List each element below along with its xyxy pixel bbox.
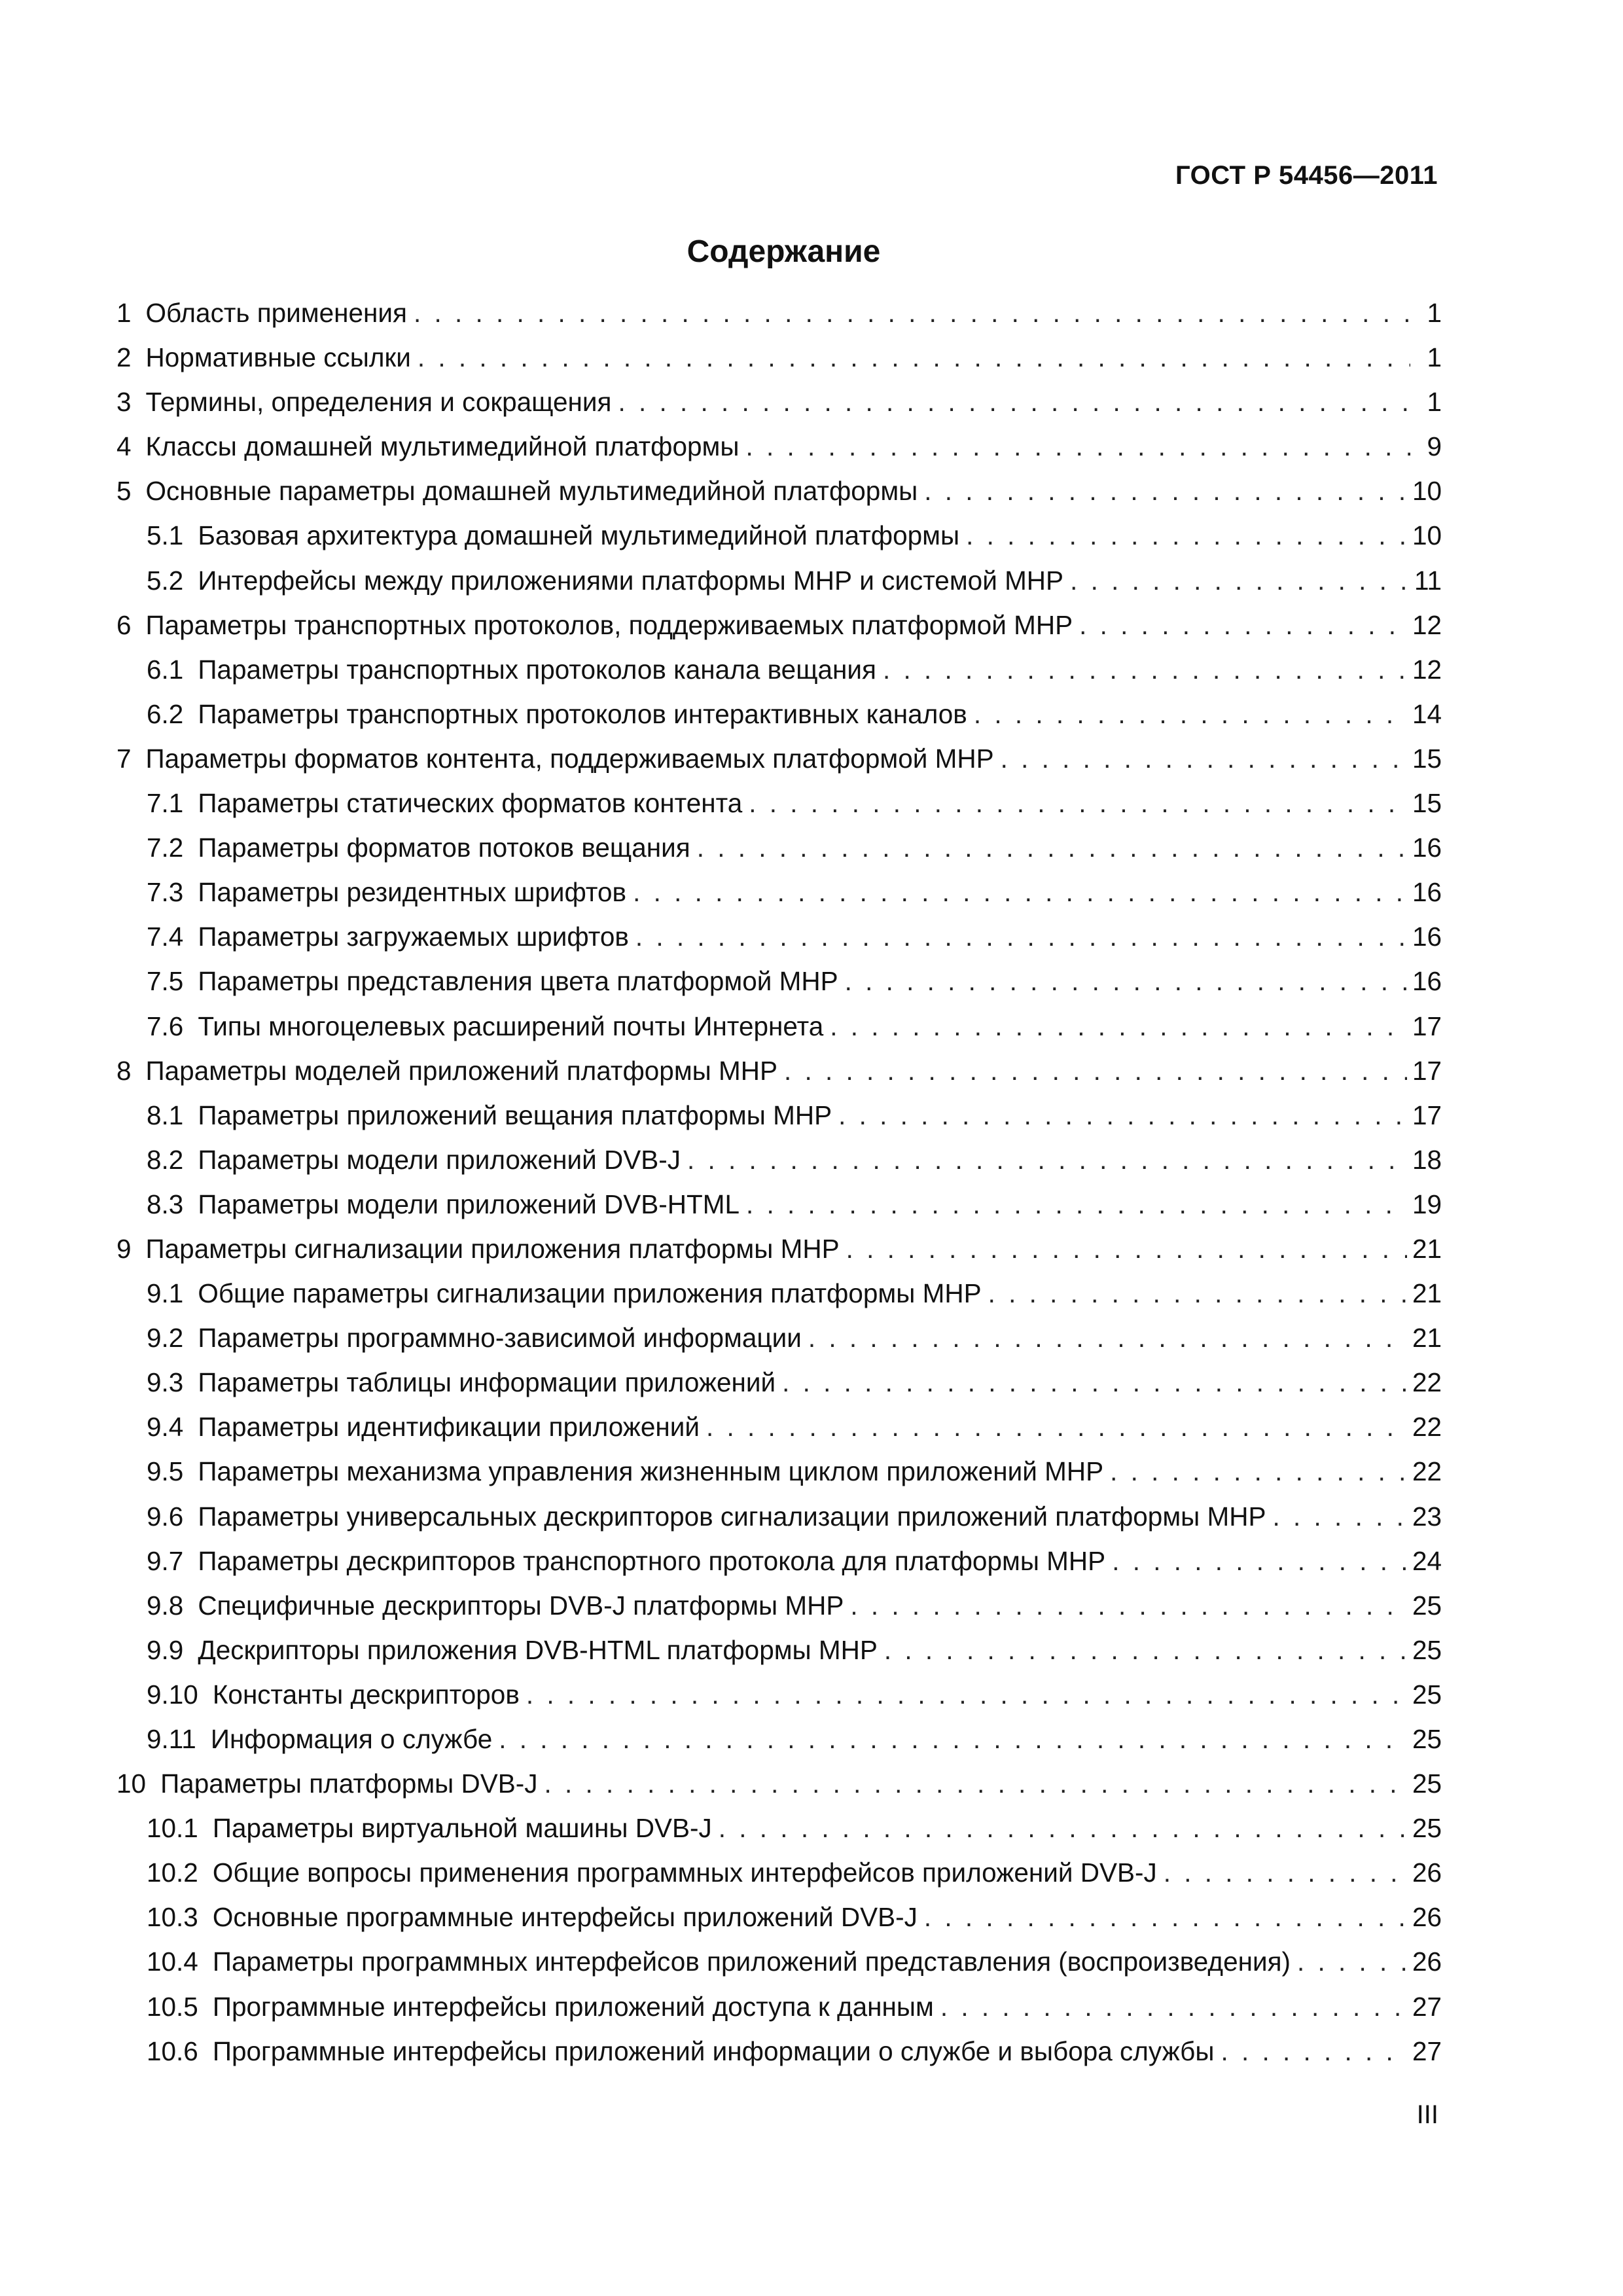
toc-entry-page: 27	[1412, 2036, 1442, 2066]
toc-entry-number: 9.10	[147, 1679, 198, 1710]
toc-entry[interactable]	[116, 1813, 1442, 1857]
toc-entry-page: 23	[1412, 1501, 1442, 1532]
toc-entry-page: 16	[1412, 966, 1442, 997]
toc-entry-number: 7.1	[147, 788, 184, 819]
toc-entry-number: 7.5	[147, 966, 184, 997]
toc-entry-number: 7.4	[147, 922, 184, 952]
toc-entry-page: 26	[1412, 1902, 1442, 1933]
toc-entry-page: 16	[1412, 877, 1442, 908]
toc-entry-label: Параметры платформы DVB-J	[160, 1768, 538, 1799]
toc-entry-page: 22	[1412, 1412, 1442, 1443]
toc-entry-label: Дескрипторы приложения DVB-HTML платформы МНР	[198, 1634, 878, 1665]
toc-entry-label: Базовая архитектура домашней мультимедийной платформы	[198, 520, 960, 551]
toc-entry-label: Информация о службе	[210, 1724, 493, 1754]
toc-entry-number: 9.7	[147, 1545, 184, 1576]
toc-entry-leader-dots	[746, 1189, 1407, 1220]
toc-entry-label: Параметры транспортных протоколов интерактивных каналов	[198, 698, 967, 729]
toc-entry-number: 8.2	[147, 1144, 184, 1175]
toc-entry[interactable]	[116, 1100, 1442, 1145]
toc-entry[interactable]	[116, 342, 1442, 387]
toc-entry[interactable]	[116, 1724, 1442, 1768]
toc-entry[interactable]	[116, 1501, 1442, 1546]
toc-entry-label: Нормативные ссылки	[145, 342, 411, 373]
toc-entry-page: 25	[1412, 1813, 1442, 1844]
toc-entry[interactable]	[116, 1992, 1442, 2036]
document-code: ГОСТ Р 54456—2011	[1175, 161, 1438, 190]
toc-entry-page: 21	[1412, 1278, 1442, 1309]
toc-entry-number: 7	[116, 743, 132, 774]
toc-entry-label: Основные параметры домашней мультимедийной платформы	[145, 476, 918, 507]
toc-entry-label: Основные программные интерфейсы приложений DVB-J	[212, 1902, 918, 1933]
toc-entry-number: 10	[116, 1768, 147, 1799]
toc-entry-label: Параметры транспортных протоколов, поддерживаемых платформой МНР	[145, 609, 1073, 640]
toc-entry[interactable]	[116, 1323, 1442, 1367]
toc-entry-number: 10.3	[147, 1902, 198, 1933]
toc-entry-leader-dots	[1164, 1857, 1407, 1888]
toc-entry-number: 7.6	[147, 1011, 184, 1041]
toc-entry-number: 3	[116, 387, 132, 418]
toc-entry-number: 9.2	[147, 1323, 184, 1354]
toc-entry-label: Параметры загружаемых шрифтов	[198, 922, 629, 952]
toc-entry-leader-dots	[1297, 1946, 1407, 1977]
toc-entry-label: Параметры программно-зависимой информации	[198, 1323, 802, 1354]
toc-entry[interactable]	[116, 1412, 1442, 1456]
toc-entry[interactable]	[116, 1679, 1442, 1724]
toc-entry[interactable]	[116, 1590, 1442, 1635]
toc-entry-label: Параметры форматов контента, поддерживаемых платформой МНР	[145, 743, 994, 774]
toc-entry-page: 16	[1412, 833, 1442, 863]
toc-entry-label: Область применения	[145, 298, 407, 328]
toc-entry[interactable]	[116, 1857, 1442, 1902]
toc-entry-number: 9.3	[147, 1367, 184, 1398]
toc-entry-number: 9	[116, 1233, 132, 1264]
toc-entry-number: 5.1	[147, 520, 184, 551]
toc-entry-leader-dots	[1079, 610, 1407, 641]
toc-entry-number: 9.9	[147, 1634, 184, 1665]
toc-entry-leader-dots	[974, 699, 1407, 730]
toc-entry-page: 21	[1412, 1233, 1442, 1264]
toc-entry-page: 1	[1427, 342, 1442, 373]
toc-entry-leader-dots	[846, 1234, 1407, 1265]
toc-entry-leader-dots	[850, 1590, 1407, 1621]
toc-entry-label: Специфичные дескрипторы DVB-J платформы МНР	[198, 1590, 844, 1621]
toc-entry-label: Параметры модели приложений DVB-HTML	[198, 1189, 740, 1219]
toc-entry-number: 9.5	[147, 1456, 184, 1487]
toc-entry-label: Параметры механизма управления жизненным циклом приложений МНР	[198, 1456, 1104, 1487]
toc-entry-leader-dots	[687, 1145, 1407, 1175]
toc-entry-leader-dots	[526, 1679, 1407, 1710]
toc-entry-number: 6.1	[147, 654, 184, 685]
toc-entry[interactable]	[116, 1367, 1442, 1412]
toc-entry-page: 21	[1412, 1323, 1442, 1354]
toc-entry[interactable]	[116, 565, 1442, 610]
toc-entry-page: 19	[1412, 1189, 1442, 1219]
toc-entry-page: 12	[1412, 654, 1442, 685]
toc-entry-label: Параметры транспортных протоколов канала вещания	[198, 654, 876, 685]
toc-entry-page: 14	[1412, 698, 1442, 729]
toc-entry[interactable]	[116, 298, 1442, 342]
toc-entry[interactable]	[116, 1456, 1442, 1501]
toc-entry-leader-dots	[635, 922, 1407, 952]
toc-entry-number: 5	[116, 476, 132, 507]
toc-entry-page: 1	[1427, 387, 1442, 418]
toc-entry-leader-dots	[808, 1323, 1407, 1354]
toc-entry-page: 25	[1412, 1679, 1442, 1710]
toc-entry-page: 17	[1412, 1011, 1442, 1041]
toc-entry-number: 10.2	[147, 1857, 198, 1888]
toc-entry-leader-dots	[924, 476, 1407, 507]
toc-entry-leader-dots	[633, 877, 1407, 908]
toc-title: Содержание	[687, 234, 881, 269]
toc-entry[interactable]	[116, 431, 1442, 476]
toc-entry-number: 7.3	[147, 877, 184, 908]
toc-entry-label: Параметры таблицы информации приложений	[198, 1367, 776, 1398]
toc-entry-leader-dots	[845, 966, 1407, 997]
toc-entry-number: 6.2	[147, 698, 184, 729]
toc-entry-leader-dots	[1070, 565, 1409, 596]
toc-entry-label: Интерфейсы между приложениями платформы МНР и системой МНР	[198, 565, 1064, 596]
toc-entry-label: Параметры идентификации приложений	[198, 1412, 700, 1443]
toc-entry-number: 4	[116, 431, 132, 462]
toc-entry-label: Параметры модели приложений DVB-J	[198, 1144, 681, 1175]
toc-entry-page: 25	[1412, 1768, 1442, 1799]
toc-entry-number: 10.6	[147, 2036, 198, 2066]
toc-entry-label: Общие вопросы применения программных интерфейсов приложений DVB-J	[212, 1857, 1157, 1888]
toc-entry-page: 26	[1412, 1857, 1442, 1888]
toc-entry[interactable]	[116, 1946, 1442, 1991]
toc-entry-page: 22	[1412, 1456, 1442, 1487]
toc-entry[interactable]	[116, 699, 1442, 744]
toc-entry-leader-dots	[1110, 1456, 1407, 1487]
toc-entry-leader-dots	[618, 387, 1410, 418]
toc-entry-number: 9.6	[147, 1501, 184, 1532]
toc-entry-label: Параметры универсальных дескрипторов сигнализации приложений платформы МНР	[198, 1501, 1266, 1532]
toc-entry-page: 10	[1412, 476, 1442, 507]
toc-entry-number: 9.4	[147, 1412, 184, 1443]
toc-entry-leader-dots	[966, 520, 1407, 551]
toc-entry-label: Параметры дескрипторов транспортного протокола для платформы МНР	[198, 1545, 1106, 1576]
toc-entry[interactable]	[116, 788, 1442, 833]
toc-entry-number: 7.2	[147, 833, 184, 863]
toc-entry[interactable]	[116, 1145, 1442, 1189]
toc-entry-leader-dots	[940, 1992, 1407, 2022]
toc-entry-page: 25	[1412, 1590, 1442, 1621]
toc-entry-page: 18	[1412, 1144, 1442, 1175]
toc-entry-page: 17	[1412, 1100, 1442, 1130]
toc-entry-label: Параметры приложений вещания платформы МНР	[198, 1100, 832, 1130]
toc-entry-leader-dots	[499, 1724, 1407, 1755]
toc-entry[interactable]	[116, 833, 1442, 877]
toc-entry-leader-dots	[838, 1100, 1407, 1131]
toc-entry-number: 8.1	[147, 1100, 184, 1130]
toc-entry-label: Параметры сигнализации приложения платформы МНР	[145, 1233, 840, 1264]
toc-entry-leader-dots	[1221, 2036, 1406, 2067]
toc-entry[interactable]	[116, 1902, 1442, 1946]
toc-entry-label: Параметры представления цвета платформой МНР	[198, 966, 838, 997]
toc-entry[interactable]	[116, 744, 1442, 788]
toc-entry[interactable]	[116, 520, 1442, 565]
toc-entry-label: Параметры форматов потоков вещания	[198, 833, 690, 863]
toc-entry-page: 25	[1412, 1724, 1442, 1754]
toc-entry-label: Параметры виртуальной машины DVB-J	[212, 1813, 712, 1844]
toc-entry[interactable]	[116, 2036, 1442, 2081]
toc-entry-page: 27	[1412, 1991, 1442, 2022]
toc-entry[interactable]	[116, 1234, 1442, 1278]
toc-entry-leader-dots	[418, 342, 1410, 373]
toc-entry-leader-dots	[706, 1412, 1407, 1443]
toc-entry-label: Общие параметры сигнализации приложения платформы МНР	[198, 1278, 982, 1309]
toc-entry-number: 6	[116, 609, 132, 640]
toc-entry-label: Типы многоцелевых расширений почты Интернета	[198, 1011, 824, 1041]
toc-entry[interactable]	[116, 1056, 1442, 1100]
table-of-contents	[116, 298, 1442, 2081]
toc-entry[interactable]	[116, 1635, 1442, 1679]
toc-entry[interactable]	[116, 1278, 1442, 1323]
toc-entry[interactable]	[116, 1546, 1442, 1590]
toc-entry-number: 10.5	[147, 1991, 198, 2022]
toc-entry-leader-dots	[988, 1278, 1407, 1309]
toc-entry[interactable]	[116, 877, 1442, 922]
toc-entry-page: 12	[1412, 609, 1442, 640]
toc-entry-number: 8	[116, 1055, 132, 1086]
toc-entry-number: 9.11	[147, 1724, 196, 1754]
toc-entry-leader-dots	[1112, 1546, 1407, 1577]
toc-entry-page: 9	[1427, 431, 1442, 462]
toc-entry[interactable]	[116, 1768, 1442, 1813]
toc-entry-label: Параметры программных интерфейсов приложений представления (воспроизведения)	[212, 1946, 1291, 1977]
toc-entry[interactable]	[116, 476, 1442, 520]
toc-entry-leader-dots	[697, 833, 1407, 863]
toc-entry-number: 5.2	[147, 565, 184, 596]
toc-entry-label: Программные интерфейсы приложений информации о службе и выбора службы	[212, 2036, 1215, 2066]
toc-entry-leader-dots	[414, 298, 1410, 329]
toc-entry-leader-dots	[749, 788, 1407, 819]
toc-entry-page: 1	[1427, 298, 1442, 328]
toc-entry-label: Программные интерфейсы приложений доступа к данным	[212, 1991, 934, 2022]
toc-entry-page: 15	[1412, 788, 1442, 819]
toc-entry-leader-dots	[544, 1768, 1407, 1799]
toc-entry-page: 11	[1414, 565, 1442, 596]
toc-entry-page: 10	[1412, 520, 1442, 551]
toc-entry-page: 22	[1412, 1367, 1442, 1398]
toc-entry-page: 25	[1412, 1634, 1442, 1665]
toc-entry-label: Параметры моделей приложений платформы МНР	[145, 1055, 778, 1086]
toc-entry[interactable]	[116, 387, 1442, 431]
toc-entry-label: Параметры статических форматов контента	[198, 788, 743, 819]
toc-entry-number: 1	[116, 298, 132, 328]
toc-entry-number: 10.4	[147, 1946, 198, 1977]
toc-entry-page: 26	[1412, 1946, 1442, 1977]
toc-entry-leader-dots	[830, 1011, 1407, 1042]
toc-entry-page: 16	[1412, 922, 1442, 952]
toc-entry-leader-dots	[884, 1635, 1407, 1666]
toc-entry[interactable]	[116, 1011, 1442, 1056]
toc-entry[interactable]	[116, 610, 1442, 655]
toc-entry-leader-dots	[883, 655, 1407, 685]
toc-entry-number: 8.3	[147, 1189, 184, 1219]
toc-entry-label: Параметры резидентных шрифтов	[198, 877, 627, 908]
toc-entry-number: 9.1	[147, 1278, 184, 1309]
toc-entry-label: Термины, определения и сокращения	[145, 387, 612, 418]
toc-entry-leader-dots	[719, 1813, 1407, 1844]
toc-entry[interactable]	[116, 922, 1442, 966]
toc-entry[interactable]	[116, 655, 1442, 699]
toc-entry-number: 2	[116, 342, 132, 373]
toc-entry-page: 17	[1412, 1055, 1442, 1086]
toc-entry-label: Классы домашней мультимедийной платформы	[145, 431, 740, 462]
toc-entry-number: 10.1	[147, 1813, 198, 1844]
toc-entry-leader-dots	[746, 431, 1410, 462]
toc-entry[interactable]	[116, 966, 1442, 1011]
toc-entry-leader-dots	[782, 1367, 1407, 1398]
toc-entry-number: 9.8	[147, 1590, 184, 1621]
toc-entry-leader-dots	[1273, 1501, 1407, 1532]
toc-entry-page: 24	[1412, 1545, 1442, 1576]
toc-entry-page: 15	[1412, 743, 1442, 774]
toc-entry-leader-dots	[1001, 744, 1407, 774]
toc-entry-label: Константы дескрипторов	[212, 1679, 520, 1710]
toc-entry[interactable]	[116, 1189, 1442, 1234]
page-number: III	[1416, 2100, 1438, 2129]
toc-entry-leader-dots	[924, 1902, 1407, 1933]
toc-entry-leader-dots	[784, 1056, 1407, 1086]
